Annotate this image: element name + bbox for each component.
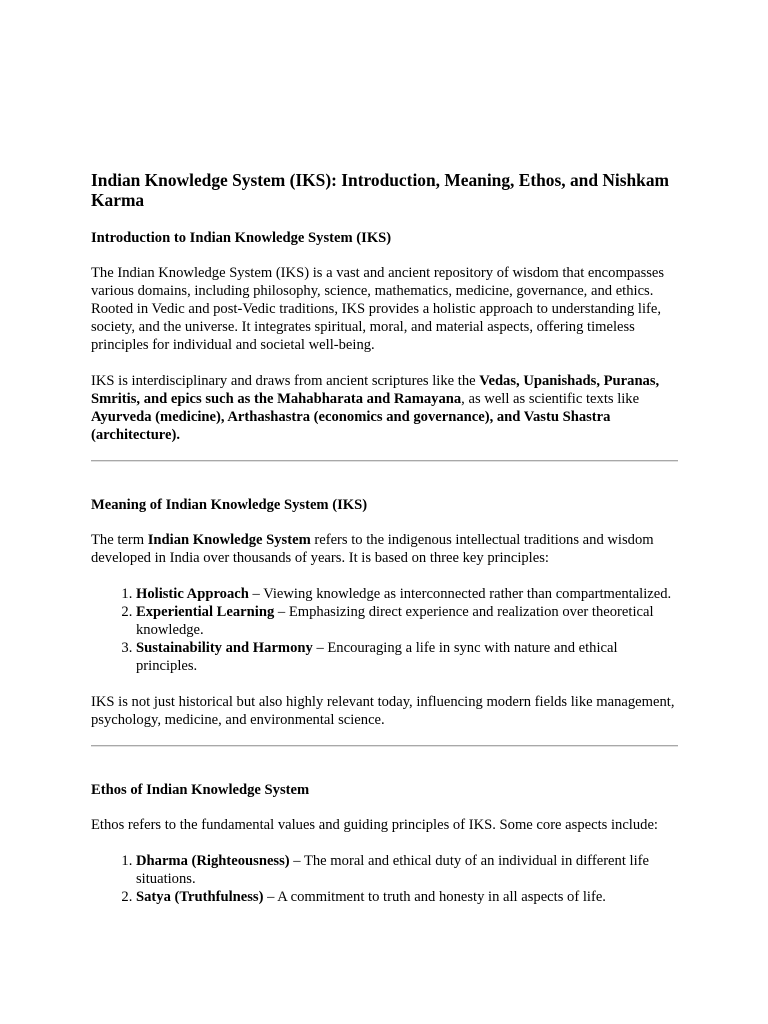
list-item-desc: – Viewing knowledge as interconnected rather than compartmentalized.	[248, 586, 672, 602]
list-item-term: Sustainability and Harmony	[136, 640, 313, 656]
meaning-p1-term: Indian Knowledge System	[147, 532, 311, 548]
list-item-term: Satya (Truthfulness)	[136, 889, 264, 905]
intro-p2-sciences: Ayurveda (medicine), Arthashastra (economics and governance), and Vastu Shastra (architecture).	[91, 409, 611, 443]
document-title: Indian Knowledge System (IKS): Introduction, Meaning, Ethos, and Nishkam Karma	[91, 170, 670, 210]
intro-p2-mid: , as well as scientific texts like	[461, 391, 640, 407]
section-divider-1	[91, 460, 678, 462]
meaning-paragraph-1	[91, 531, 681, 567]
meaning-paragraph-2: IKS is not just historical but also highly relevant today, influencing modern fields like management, psychology, medicine, and environmental science.	[91, 694, 675, 728]
list-item	[136, 603, 681, 639]
list-item	[136, 852, 681, 888]
intro-heading: Introduction to Indian Knowledge System (IKS)	[91, 230, 392, 246]
meaning-heading: Meaning of Indian Knowledge System (IKS)	[91, 497, 368, 513]
ethos-paragraph-1: Ethos refers to the fundamental values and guiding principles of IKS. Some core aspects include:	[91, 817, 658, 833]
meaning-principles-list	[91, 585, 681, 675]
list-item-desc: – Encouraging a life in sync with nature and ethical principles.	[136, 640, 618, 674]
meaning-p1-prefix: The term	[91, 532, 148, 548]
intro-paragraph-2	[91, 372, 681, 444]
ethos-aspects-list	[91, 852, 681, 906]
list-item-term: Holistic Approach	[136, 586, 249, 602]
intro-p2-scriptures: Vedas, Upanishads, Puranas, Smritis, and epics such as the Mahabharata and Ramayana	[91, 373, 660, 407]
list-item	[136, 585, 681, 603]
list-item-term: Experiential Learning	[136, 604, 275, 620]
intro-p2-prefix: IKS is interdisciplinary and draws from ancient scriptures like the	[91, 373, 480, 389]
document-page	[91, 170, 681, 924]
list-item	[136, 888, 681, 906]
list-item-desc: – A commitment to truth and honesty in all aspects of life.	[263, 889, 606, 905]
ethos-heading: Ethos of Indian Knowledge System	[91, 782, 310, 798]
intro-paragraph-1: The Indian Knowledge System (IKS) is a vast and ancient repository of wisdom that encompasses various domains, including philosophy, science, mathematics, medicine, governance, and ethics. Rooted in Vedic and post-Vedic traditions, IKS provides a holistic approach to understanding life, society, and the universe. It integrates spiritual, moral, and material aspects, offering timeless principles for individual and societal well-being.	[91, 265, 665, 353]
list-item-desc: – Emphasizing direct experience and realization over theoretical knowledge.	[136, 604, 654, 638]
list-item-desc: – The moral and ethical duty of an individual in different life situations.	[136, 853, 649, 887]
meaning-p1-suffix: refers to the indigenous intellectual traditions and wisdom developed in India over thousands of years. It is based on three key principles:	[91, 532, 654, 566]
list-item-term: Dharma (Righteousness)	[136, 853, 290, 869]
list-item	[136, 639, 681, 675]
section-divider-2	[91, 745, 678, 747]
